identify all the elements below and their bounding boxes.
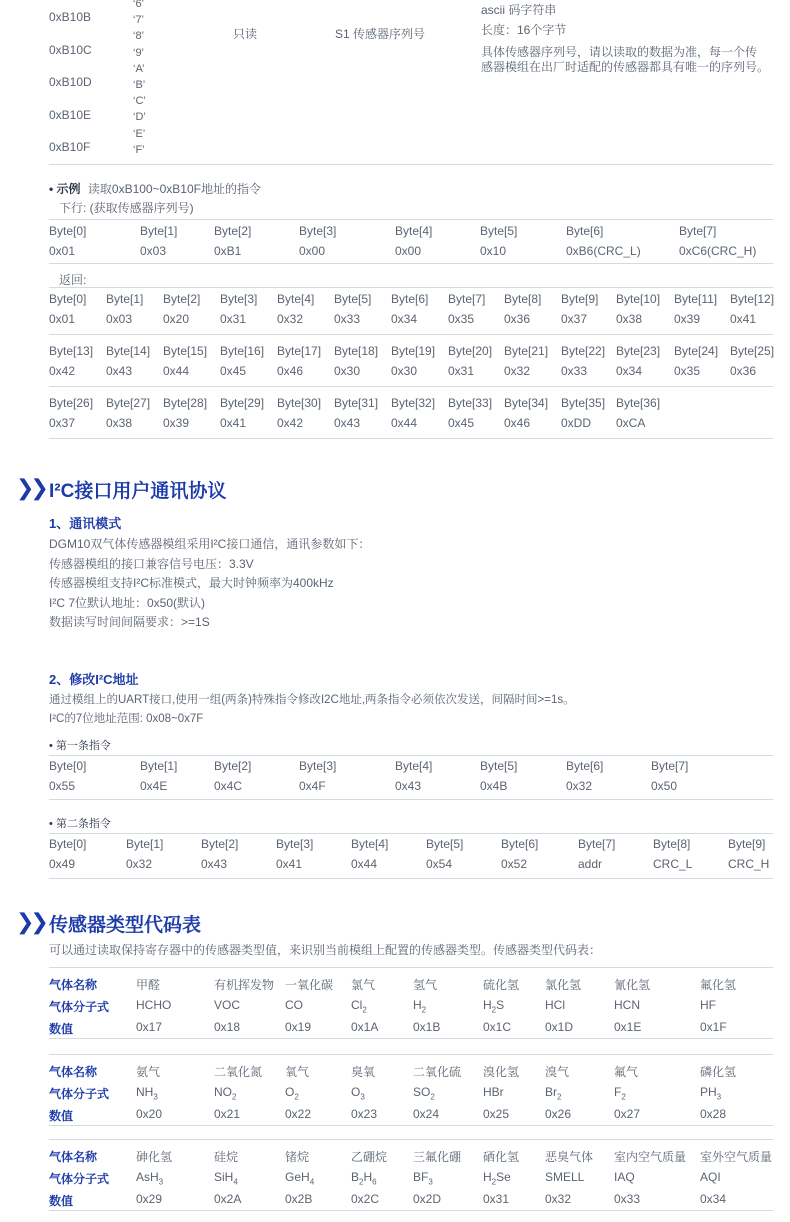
gas-name: 氨气 bbox=[136, 1065, 161, 1079]
gas-code: 0x2C bbox=[351, 1192, 380, 1206]
gas-name: 锗烷 bbox=[285, 1150, 310, 1164]
cmd2-byte-value: 0x44 bbox=[351, 857, 378, 871]
return-byte-header: Byte[11] bbox=[674, 292, 718, 306]
gas-code: 0x28 bbox=[700, 1107, 727, 1121]
return-byte-header: Byte[26] bbox=[49, 396, 94, 410]
gas-formula: $H_2S$ bbox=[483, 998, 505, 1015]
register-desc-line: ascii 码字符串 bbox=[481, 3, 557, 17]
gas-name: 有机挥发物 bbox=[214, 978, 275, 992]
return-byte-header: Byte[17] bbox=[277, 344, 322, 358]
sensor-table-rule bbox=[49, 1210, 773, 1211]
return-byte-header: Byte[19] bbox=[391, 344, 436, 358]
sensor-table-rule bbox=[49, 1139, 773, 1140]
cmd2-byte-value: 0x43 bbox=[201, 857, 228, 871]
return-byte-header: Byte[22] bbox=[561, 344, 606, 358]
mode-line: 数据读写时间间隔要求：>=1S bbox=[49, 615, 210, 629]
return-byte-header: Byte[27] bbox=[106, 396, 151, 410]
register-address: 0xB10D bbox=[49, 75, 92, 89]
gas-formula: HCl bbox=[545, 998, 565, 1012]
return-byte-value: 0x42 bbox=[49, 364, 76, 378]
cmd2-byte-value: 0x54 bbox=[426, 857, 453, 871]
return-byte-header: Byte[1] bbox=[106, 292, 144, 306]
send-byte-value: 0xB6(CRC_L) bbox=[566, 244, 641, 258]
gas-formula: $B_2H_6$ bbox=[351, 1170, 377, 1187]
register-char: ‘D’ bbox=[133, 111, 146, 124]
return-byte-value: 0x03 bbox=[106, 312, 133, 326]
sensor-row-label: 气体名称 bbox=[49, 978, 98, 992]
gas-name: 硅烷 bbox=[214, 1150, 239, 1164]
sensor-row-label: 数值 bbox=[49, 1022, 74, 1036]
register-desc-line: 感器模组在出厂时适配的传感器都具有唯一的序列号。 bbox=[481, 60, 770, 74]
return-byte-header: Byte[13] bbox=[49, 344, 94, 358]
return-byte-value: 0x31 bbox=[448, 364, 475, 378]
gas-formula: $H_2$ bbox=[413, 998, 427, 1015]
return-byte-value: 0x41 bbox=[730, 312, 757, 326]
return-byte-header: Byte[14] bbox=[106, 344, 151, 358]
gas-formula: SiH$_4$ bbox=[214, 1170, 238, 1187]
send-byte-value: 0x10 bbox=[480, 244, 507, 258]
send-byte-value: 0x00 bbox=[395, 244, 422, 258]
send-table-rule bbox=[49, 263, 773, 264]
return-byte-header: Byte[7] bbox=[448, 292, 486, 306]
return-byte-header: Byte[33] bbox=[448, 396, 493, 410]
return-byte-value: 0x37 bbox=[49, 416, 76, 430]
return-byte-header: Byte[24] bbox=[674, 344, 719, 358]
addr-line: 通过模组上的UART接口,使用一组(两条)特殊指令修改I2C地址,两条指令必须依次发送，间隔时间>=1s。 bbox=[49, 694, 575, 706]
gas-code: 0x24 bbox=[413, 1107, 440, 1121]
return-byte-value: 0x35 bbox=[674, 364, 701, 378]
send-byte-header: Byte[1] bbox=[140, 224, 178, 238]
gas-code: 0x2A bbox=[214, 1192, 242, 1206]
cmd2-byte-value: 0x52 bbox=[501, 857, 528, 871]
gas-name: 氧气 bbox=[285, 1065, 310, 1079]
cmd1-byte-header: Byte[1] bbox=[140, 759, 178, 773]
send-byte-header: Byte[2] bbox=[214, 224, 252, 238]
cmd2-byte-value: addr bbox=[578, 857, 603, 871]
cmd1-byte-value: 0x4B bbox=[480, 779, 508, 793]
addr-line: I²C的7位地址范围: 0x08~0x7F bbox=[49, 713, 204, 725]
cmd1-byte-header: Byte[0] bbox=[49, 759, 87, 773]
cmd1-byte-header: Byte[5] bbox=[480, 759, 518, 773]
return-byte-value: 0x38 bbox=[616, 312, 643, 326]
return-byte-value: 0x46 bbox=[504, 416, 531, 430]
gas-code: 0x1E bbox=[614, 1020, 642, 1034]
cmd1-byte-value: 0x50 bbox=[651, 779, 678, 793]
register-char: ‘C’ bbox=[133, 95, 146, 108]
return-table-rule bbox=[49, 287, 773, 288]
gas-code: 0x1A bbox=[351, 1020, 379, 1034]
cmd1-byte-header: Byte[4] bbox=[395, 759, 433, 773]
gas-name: 氯气 bbox=[351, 978, 376, 992]
register-access: 只读 bbox=[233, 27, 258, 41]
return-label: 返回: bbox=[59, 273, 87, 287]
return-byte-header: Byte[2] bbox=[163, 292, 201, 306]
sensor-table-rule bbox=[49, 1054, 773, 1055]
return-byte-value: 0x30 bbox=[334, 364, 361, 378]
example-text: 读取0xB100~0xB10F地址的指令 bbox=[87, 182, 261, 196]
sensor-row-label: 气体分子式 bbox=[49, 1172, 110, 1186]
register-char: ‘8’ bbox=[133, 30, 145, 43]
send-byte-value: 0x03 bbox=[140, 244, 167, 258]
example-bullet: • 示例 bbox=[49, 182, 81, 196]
divider bbox=[49, 164, 773, 165]
cmd1-byte-value: 0x4F bbox=[299, 779, 326, 793]
gas-formula: HCHO bbox=[136, 998, 172, 1012]
gas-code: 0x2D bbox=[413, 1192, 442, 1206]
return-byte-value: 0x30 bbox=[391, 364, 418, 378]
gas-formula: CO bbox=[285, 998, 303, 1012]
return-byte-header: Byte[32] bbox=[391, 396, 436, 410]
send-byte-value: 0xC6(CRC_H) bbox=[679, 244, 757, 258]
return-byte-header: Byte[18] bbox=[334, 344, 379, 358]
register-desc-line: 具体传感器序列号，请以读取的数据为准，每一个传 bbox=[481, 45, 758, 59]
sensor-table-rule bbox=[49, 1038, 773, 1039]
return-byte-header: Byte[8] bbox=[504, 292, 542, 306]
send-label: 下行: (获取传感器序列号) bbox=[59, 201, 194, 215]
gas-formula: $BF_3$ bbox=[413, 1170, 433, 1187]
register-char: ‘9’ bbox=[133, 46, 145, 59]
gas-code: 0x1D bbox=[545, 1020, 574, 1034]
gas-formula: $F_2$ bbox=[614, 1085, 626, 1102]
cmd2-byte-header: Byte[8] bbox=[653, 837, 691, 851]
mode-line: DGM10双气体传感器模组采用I²C接口通信，通讯参数如下： bbox=[49, 537, 371, 551]
gas-formula: AQI bbox=[700, 1170, 721, 1184]
mode-line: I²C 7位默认地址：0x50(默认) bbox=[49, 595, 206, 610]
gas-name: 臭氧 bbox=[351, 1065, 376, 1079]
cmd2-byte-header: Byte[3] bbox=[276, 837, 314, 851]
return-byte-header: Byte[29] bbox=[220, 396, 265, 410]
return-byte-header: Byte[4] bbox=[277, 292, 315, 306]
gas-formula: SMELL bbox=[545, 1170, 585, 1184]
gas-code: 0x29 bbox=[136, 1192, 163, 1206]
sensor-table-rule bbox=[49, 1125, 773, 1126]
gas-formula: $Br_2$ bbox=[545, 1085, 562, 1102]
cmd2-byte-value: CRC_H bbox=[728, 857, 770, 871]
gas-name: 二氧化氮 bbox=[214, 1065, 263, 1079]
gas-name: 氢气 bbox=[413, 978, 438, 992]
return-byte-value: 0x33 bbox=[334, 312, 361, 326]
gas-name: 室内空气质量 bbox=[614, 1150, 687, 1164]
return-byte-header: Byte[12] bbox=[730, 292, 775, 306]
gas-name: 氟化氢 bbox=[700, 978, 737, 992]
return-byte-value: 0x31 bbox=[220, 312, 247, 326]
gas-formula: HCN bbox=[614, 998, 640, 1012]
cmd1-byte-header: Byte[3] bbox=[299, 759, 337, 773]
sensor-row-label: 数值 bbox=[49, 1194, 74, 1208]
gas-code: 0x34 bbox=[700, 1192, 727, 1206]
register-desc-line: 长度：16个字节 bbox=[481, 23, 567, 37]
cmd1-table-rule bbox=[49, 755, 773, 756]
return-table-rule bbox=[49, 334, 773, 335]
sensor-row-label: 气体分子式 bbox=[49, 1087, 110, 1101]
return-byte-header: Byte[34] bbox=[504, 396, 549, 410]
return-byte-value: 0x39 bbox=[674, 312, 701, 326]
return-byte-value: 0x44 bbox=[163, 364, 190, 378]
sensor-row-label: 气体名称 bbox=[49, 1065, 98, 1079]
register-address: 0xB10B bbox=[49, 10, 92, 24]
gas-code: 0x26 bbox=[545, 1107, 572, 1121]
sensor-row-label: 数值 bbox=[49, 1109, 74, 1123]
gas-code: 0x20 bbox=[136, 1107, 163, 1121]
return-byte-header: Byte[0] bbox=[49, 292, 87, 306]
gas-name: 氟气 bbox=[614, 1065, 639, 1079]
cmd2-byte-header: Byte[2] bbox=[201, 837, 239, 851]
gas-formula: $H_2Se$ bbox=[483, 1170, 511, 1187]
cmd1-label: • 第一条指令 bbox=[49, 740, 111, 752]
register-char: ‘A’ bbox=[133, 62, 145, 75]
mode-title: 1、通讯模式 bbox=[49, 516, 122, 531]
return-byte-value: 0x46 bbox=[277, 364, 304, 378]
chevron-icon: ❯❯ bbox=[16, 909, 45, 934]
register-char: ‘E’ bbox=[133, 127, 146, 140]
cmd1-table-rule bbox=[49, 799, 773, 800]
cmd2-byte-header: Byte[7] bbox=[578, 837, 616, 851]
send-byte-header: Byte[5] bbox=[480, 224, 518, 238]
gas-formula: $PH_3$ bbox=[700, 1085, 722, 1102]
sensor-type-intro: 可以通过读取保持寄存器中的传感器类型值，来识别当前模组上配置的传感器类型。传感器类型代码表： bbox=[49, 943, 602, 957]
return-byte-header: Byte[6] bbox=[391, 292, 429, 306]
return-byte-value: 0x36 bbox=[730, 364, 757, 378]
return-byte-value: 0x34 bbox=[391, 312, 418, 326]
return-byte-header: Byte[28] bbox=[163, 396, 208, 410]
gas-name: 氯化氢 bbox=[545, 978, 582, 992]
cmd2-table-rule bbox=[49, 833, 773, 834]
cmd1-byte-header: Byte[2] bbox=[214, 759, 252, 773]
send-byte-header: Byte[6] bbox=[566, 224, 604, 238]
cmd2-byte-header: Byte[9] bbox=[728, 837, 766, 851]
send-byte-header: Byte[0] bbox=[49, 224, 87, 238]
send-table-rule bbox=[49, 219, 773, 220]
return-byte-value: 0xDD bbox=[561, 416, 592, 430]
register-address: 0xB10F bbox=[49, 140, 91, 154]
return-byte-value: 0x42 bbox=[277, 416, 304, 430]
gas-code: 0x27 bbox=[614, 1107, 641, 1121]
return-byte-value: 0x35 bbox=[448, 312, 475, 326]
gas-formula: VOC bbox=[214, 998, 241, 1012]
return-byte-value: 0x33 bbox=[561, 364, 588, 378]
gas-formula: $O_3$ bbox=[351, 1085, 365, 1102]
return-table-rule bbox=[49, 386, 773, 387]
cmd2-byte-header: Byte[6] bbox=[501, 837, 539, 851]
mode-line: 传感器模组支持I²C标准模式，最大时钟频率为400kHz bbox=[49, 576, 334, 590]
gas-name: 室外空气质量 bbox=[700, 1150, 773, 1164]
gas-code: 0x1C bbox=[483, 1020, 512, 1034]
return-byte-value: 0x43 bbox=[106, 364, 133, 378]
gas-name: 硒化氢 bbox=[483, 1150, 520, 1164]
gas-code: 0x23 bbox=[351, 1107, 378, 1121]
gas-name: 三氟化硼 bbox=[413, 1150, 462, 1164]
cmd2-byte-header: Byte[1] bbox=[126, 837, 164, 851]
gas-formula: $NO_2$ bbox=[214, 1085, 237, 1102]
gas-code: 0x18 bbox=[214, 1020, 241, 1034]
register-char: ‘6’ bbox=[133, 0, 145, 10]
gas-formula: IAQ bbox=[614, 1170, 635, 1184]
gas-name: 砷化氢 bbox=[136, 1150, 173, 1164]
return-byte-value: 0xCA bbox=[616, 416, 646, 430]
gas-name: 磷化氢 bbox=[700, 1065, 737, 1079]
return-byte-value: 0x38 bbox=[106, 416, 133, 430]
return-table-rule bbox=[49, 438, 773, 439]
send-byte-header: Byte[4] bbox=[395, 224, 433, 238]
register-address: 0xB10C bbox=[49, 42, 92, 57]
addr-title: 2、修改I²C地址 bbox=[49, 672, 139, 687]
gas-code: 0x19 bbox=[285, 1020, 312, 1034]
cmd2-table-rule bbox=[49, 878, 773, 879]
example-heading bbox=[49, 180, 261, 197]
gas-name: 一氧化碳 bbox=[285, 978, 334, 992]
cmd1-byte-value: 0x55 bbox=[49, 779, 76, 793]
return-byte-header: Byte[23] bbox=[616, 344, 661, 358]
return-byte-header: Byte[9] bbox=[561, 292, 599, 306]
gas-formula: GeH$_4$ bbox=[285, 1170, 315, 1187]
register-char: ‘B’ bbox=[133, 79, 146, 91]
chevron-icon: ❯❯ bbox=[16, 475, 45, 500]
return-byte-value: 0x41 bbox=[220, 416, 247, 430]
gas-code: 0x17 bbox=[136, 1020, 163, 1034]
gas-formula: HF bbox=[700, 998, 716, 1012]
gas-code: 0x32 bbox=[545, 1192, 572, 1206]
return-byte-value: 0x37 bbox=[561, 312, 588, 326]
gas-name: 氰化氢 bbox=[614, 978, 651, 992]
sensor-type-title: 传感器类型代码表 bbox=[49, 915, 202, 936]
gas-name: 恶臭气体 bbox=[545, 1150, 594, 1164]
return-byte-value: 0x43 bbox=[334, 416, 361, 430]
gas-name: 二氧化硫 bbox=[413, 1065, 462, 1079]
return-byte-value: 0x34 bbox=[616, 364, 643, 378]
return-byte-value: 0x45 bbox=[448, 416, 475, 430]
i2c-section-title: I²C接口用户通讯协议 bbox=[49, 481, 227, 502]
register-address: 0xB10E bbox=[49, 107, 92, 122]
cmd2-label: • 第二条指令 bbox=[49, 818, 111, 830]
gas-name: 溴化氢 bbox=[483, 1065, 520, 1079]
return-byte-header: Byte[5] bbox=[334, 292, 372, 306]
sensor-row-label: 气体分子式 bbox=[49, 1000, 110, 1014]
cmd2-byte-value: 0x49 bbox=[49, 857, 76, 871]
return-byte-header: Byte[36] bbox=[616, 396, 661, 410]
register-name: S1 传感器序列号 bbox=[335, 27, 426, 41]
gas-formula: $NH_3$ bbox=[136, 1085, 158, 1102]
return-byte-header: Byte[10] bbox=[616, 292, 661, 306]
sensor-row-label: 气体名称 bbox=[49, 1150, 98, 1164]
gas-code: 0x2B bbox=[285, 1192, 313, 1206]
return-byte-value: 0x44 bbox=[391, 416, 418, 430]
return-byte-header: Byte[25] bbox=[730, 344, 775, 358]
cmd1-byte-header: Byte[6] bbox=[566, 759, 604, 773]
gas-code: 0x22 bbox=[285, 1107, 312, 1121]
mode-line: 传感器模组的接口兼容信号电压：3.3V bbox=[49, 556, 254, 571]
gas-formula: $SO_2$ bbox=[413, 1085, 435, 1102]
send-byte-value: 0x00 bbox=[299, 244, 326, 258]
return-byte-value: 0x45 bbox=[220, 364, 247, 378]
cmd2-byte-header: Byte[0] bbox=[49, 837, 87, 851]
send-byte-value: 0x01 bbox=[49, 244, 76, 258]
cmd1-byte-value: 0x4C bbox=[214, 779, 243, 793]
gas-formula: HBr bbox=[483, 1085, 504, 1099]
return-byte-header: Byte[20] bbox=[448, 344, 493, 358]
return-byte-value: 0x01 bbox=[49, 312, 76, 326]
cmd2-byte-value: CRC_L bbox=[653, 857, 693, 871]
return-byte-header: Byte[21] bbox=[504, 344, 549, 358]
return-byte-header: Byte[16] bbox=[220, 344, 265, 358]
return-byte-value: 0x32 bbox=[504, 364, 531, 378]
sensor-table-rule bbox=[49, 967, 773, 968]
return-byte-header: Byte[35] bbox=[561, 396, 606, 410]
cmd2-byte-header: Byte[5] bbox=[426, 837, 464, 851]
cmd2-byte-value: 0x41 bbox=[276, 857, 303, 871]
return-byte-header: Byte[31] bbox=[334, 396, 379, 410]
gas-code: 0x21 bbox=[214, 1107, 241, 1121]
gas-name: 甲醛 bbox=[136, 978, 161, 992]
send-byte-header: Byte[3] bbox=[299, 224, 337, 238]
cmd2-byte-header: Byte[4] bbox=[351, 837, 389, 851]
register-char: ‘F’ bbox=[133, 143, 145, 156]
register-char: ‘7’ bbox=[133, 14, 145, 27]
gas-code: 0x1F bbox=[700, 1020, 727, 1034]
return-byte-header: Byte[3] bbox=[220, 292, 258, 306]
cmd1-byte-value: 0x43 bbox=[395, 779, 422, 793]
return-byte-header: Byte[30] bbox=[277, 396, 322, 410]
return-byte-header: Byte[15] bbox=[163, 344, 208, 358]
gas-code: 0x31 bbox=[483, 1192, 510, 1206]
gas-formula: AsH$_3$ bbox=[136, 1170, 164, 1187]
return-byte-value: 0x20 bbox=[163, 312, 190, 326]
return-byte-value: 0x32 bbox=[277, 312, 304, 326]
cmd2-byte-value: 0x32 bbox=[126, 857, 153, 871]
gas-name: 乙硼烷 bbox=[351, 1150, 388, 1164]
gas-formula: $Cl_2$ bbox=[351, 998, 367, 1015]
gas-name: 溴气 bbox=[545, 1065, 570, 1079]
send-byte-value: 0xB1 bbox=[214, 244, 242, 258]
send-byte-header: Byte[7] bbox=[679, 224, 717, 238]
cmd1-byte-value: 0x4E bbox=[140, 779, 168, 793]
gas-code: 0x1B bbox=[413, 1020, 441, 1034]
return-byte-value: 0x39 bbox=[163, 416, 190, 430]
cmd1-byte-value: 0x32 bbox=[566, 779, 593, 793]
cmd1-byte-header: Byte[7] bbox=[651, 759, 689, 773]
gas-name: 硫化氢 bbox=[483, 978, 520, 992]
gas-code: 0x25 bbox=[483, 1107, 510, 1121]
gas-code: 0x33 bbox=[614, 1192, 641, 1206]
gas-formula: $O_2$ bbox=[285, 1085, 299, 1102]
return-byte-value: 0x36 bbox=[504, 312, 531, 326]
